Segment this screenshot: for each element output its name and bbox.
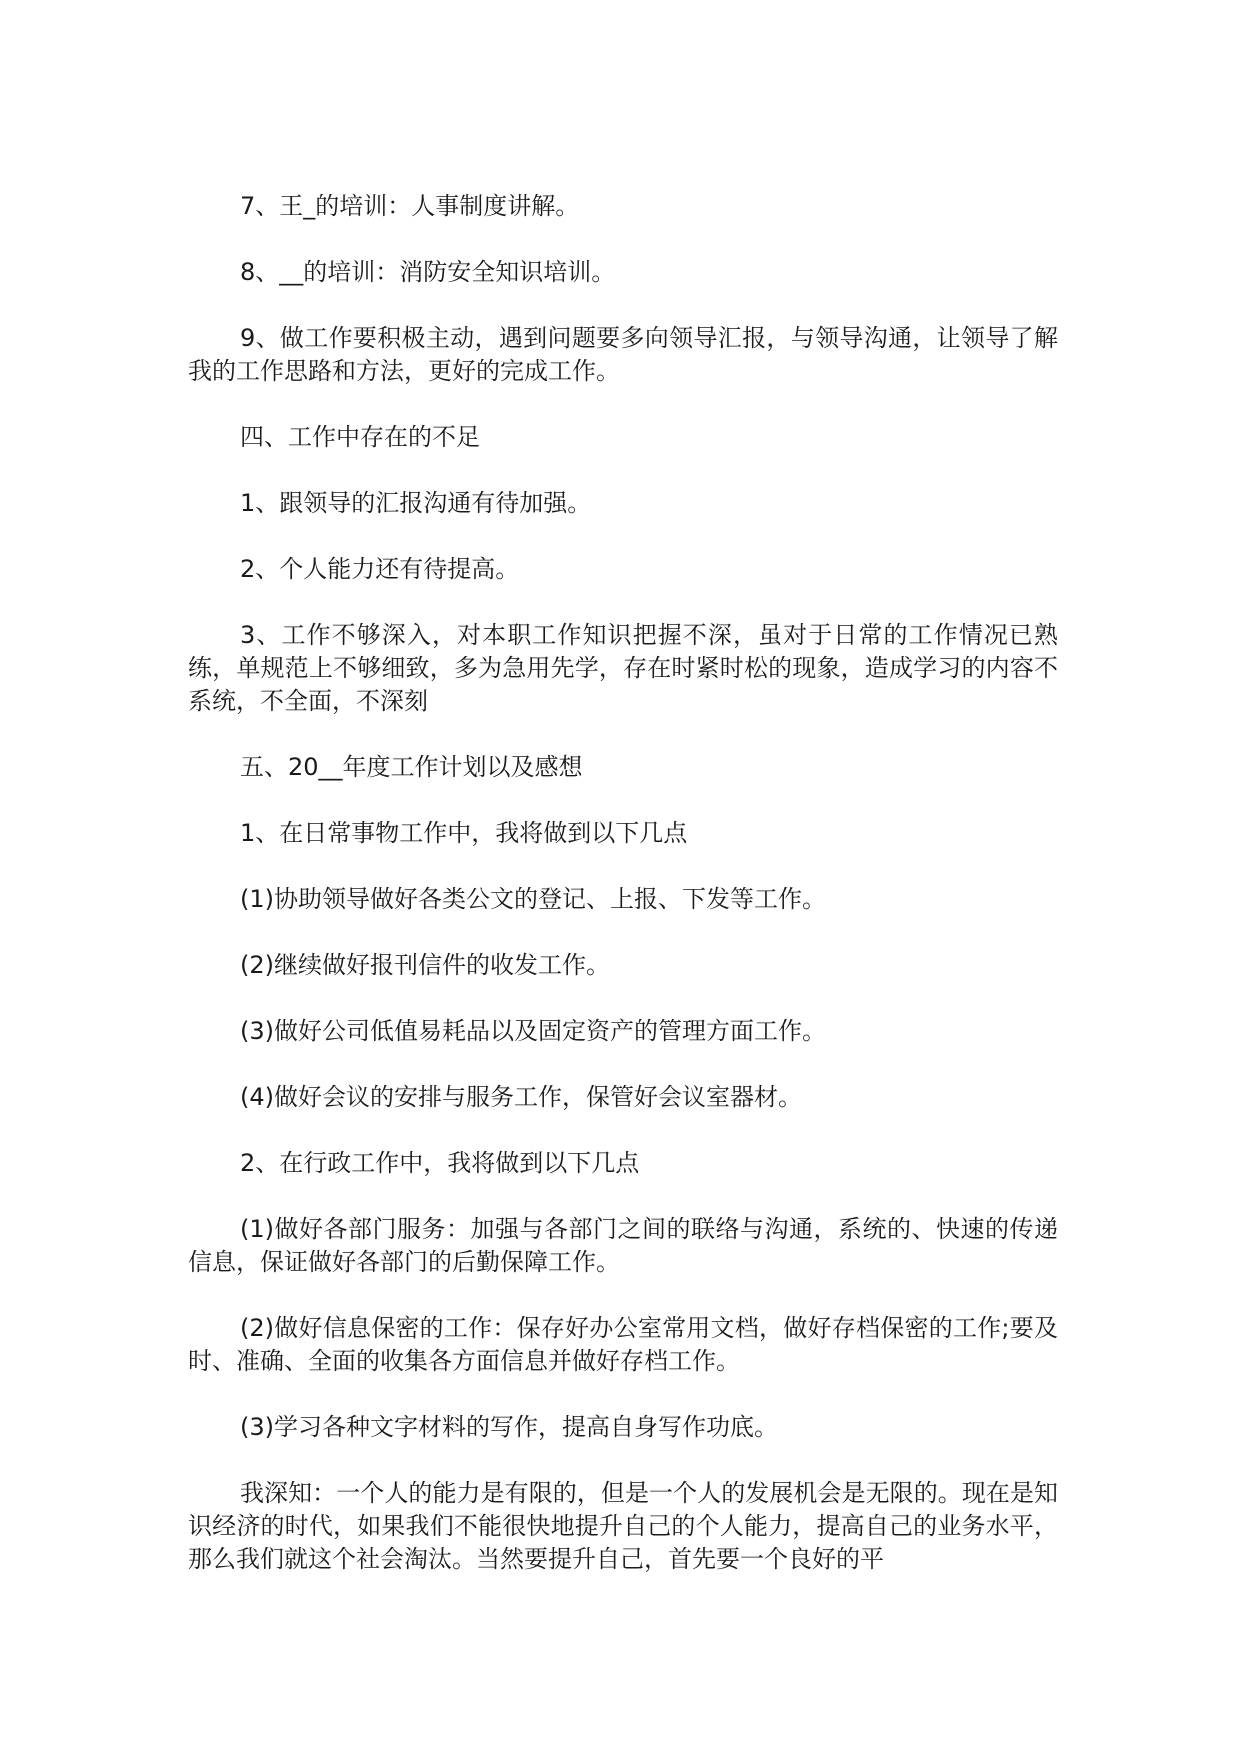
paragraph-plan-2-sub-3: (3)学习各种文字材料的写作，提高自身写作功底。 bbox=[240, 1413, 778, 1441]
paragraph-shortcoming-1: 1、跟领导的汇报沟通有待加强。 bbox=[240, 489, 592, 517]
document-body bbox=[188, 190, 1058, 1609]
paragraph-plan-1-sub-2: (2)继续做好报刊信件的收发工作。 bbox=[240, 951, 610, 979]
paragraph-plan-2-sub-1: (1)做好各部门服务：加强与各部门之间的联络与沟通，系统的、快速的传递信息，保证做好各部门的后勤保障工作。 bbox=[188, 1215, 1058, 1276]
paragraph-reflection: 我深知：一个人的能力是有限的，但是一个人的发展机会是无限的。现在是知识经济的时代，如果我们不能很快地提升自己的个人能力，提高自己的业务水平，那么我们就这个社会淘汰。当然要提升自己，首先要一个良好的平 bbox=[188, 1479, 1058, 1573]
paragraph-item-9: 9、做工作要积极主动，遇到问题要多向领导汇报，与领导沟通，让领导了解我的工作思路和方法，更好的完成工作。 bbox=[188, 324, 1058, 385]
paragraph-plan-1-sub-3: (3)做好公司低值易耗品以及固定资产的管理方面工作。 bbox=[240, 1017, 826, 1045]
paragraph-training-7: 7、王_的培训：人事制度讲解。 bbox=[240, 192, 580, 220]
paragraph-training-8: 8、__的培训：消防安全知识培训。 bbox=[240, 258, 616, 286]
paragraph-plan-1-sub-1: (1)协助领导做好各类公文的登记、上报、下发等工作。 bbox=[240, 885, 826, 913]
paragraph-plan-2-sub-2: (2)做好信息保密的工作：保存好办公室常用文档，做好存档保密的工作;要及时、准确、全面的收集各方面信息并做好存档工作。 bbox=[188, 1314, 1058, 1375]
section-heading-shortcomings: 四、工作中存在的不足 bbox=[240, 423, 480, 451]
section-heading-plan: 五、20__年度工作计划以及感想 bbox=[240, 753, 583, 781]
paragraph-plan-1-sub-4: (4)做好会议的安排与服务工作，保管好会议室器材。 bbox=[240, 1083, 802, 1111]
paragraph-plan-1: 1、在日常事物工作中，我将做到以下几点 bbox=[240, 819, 688, 847]
paragraph-shortcoming-3: 3、工作不够深入，对本职工作知识把握不深，虽对于日常的工作情况已熟练，单规范上不够细致，多为急用先学，存在时紧时松的现象，造成学习的内容不系统，不全面，不深刻 bbox=[188, 621, 1058, 715]
paragraph-shortcoming-2: 2、个人能力还有待提高。 bbox=[240, 555, 520, 583]
paragraph-plan-2: 2、在行政工作中，我将做到以下几点 bbox=[240, 1149, 640, 1177]
